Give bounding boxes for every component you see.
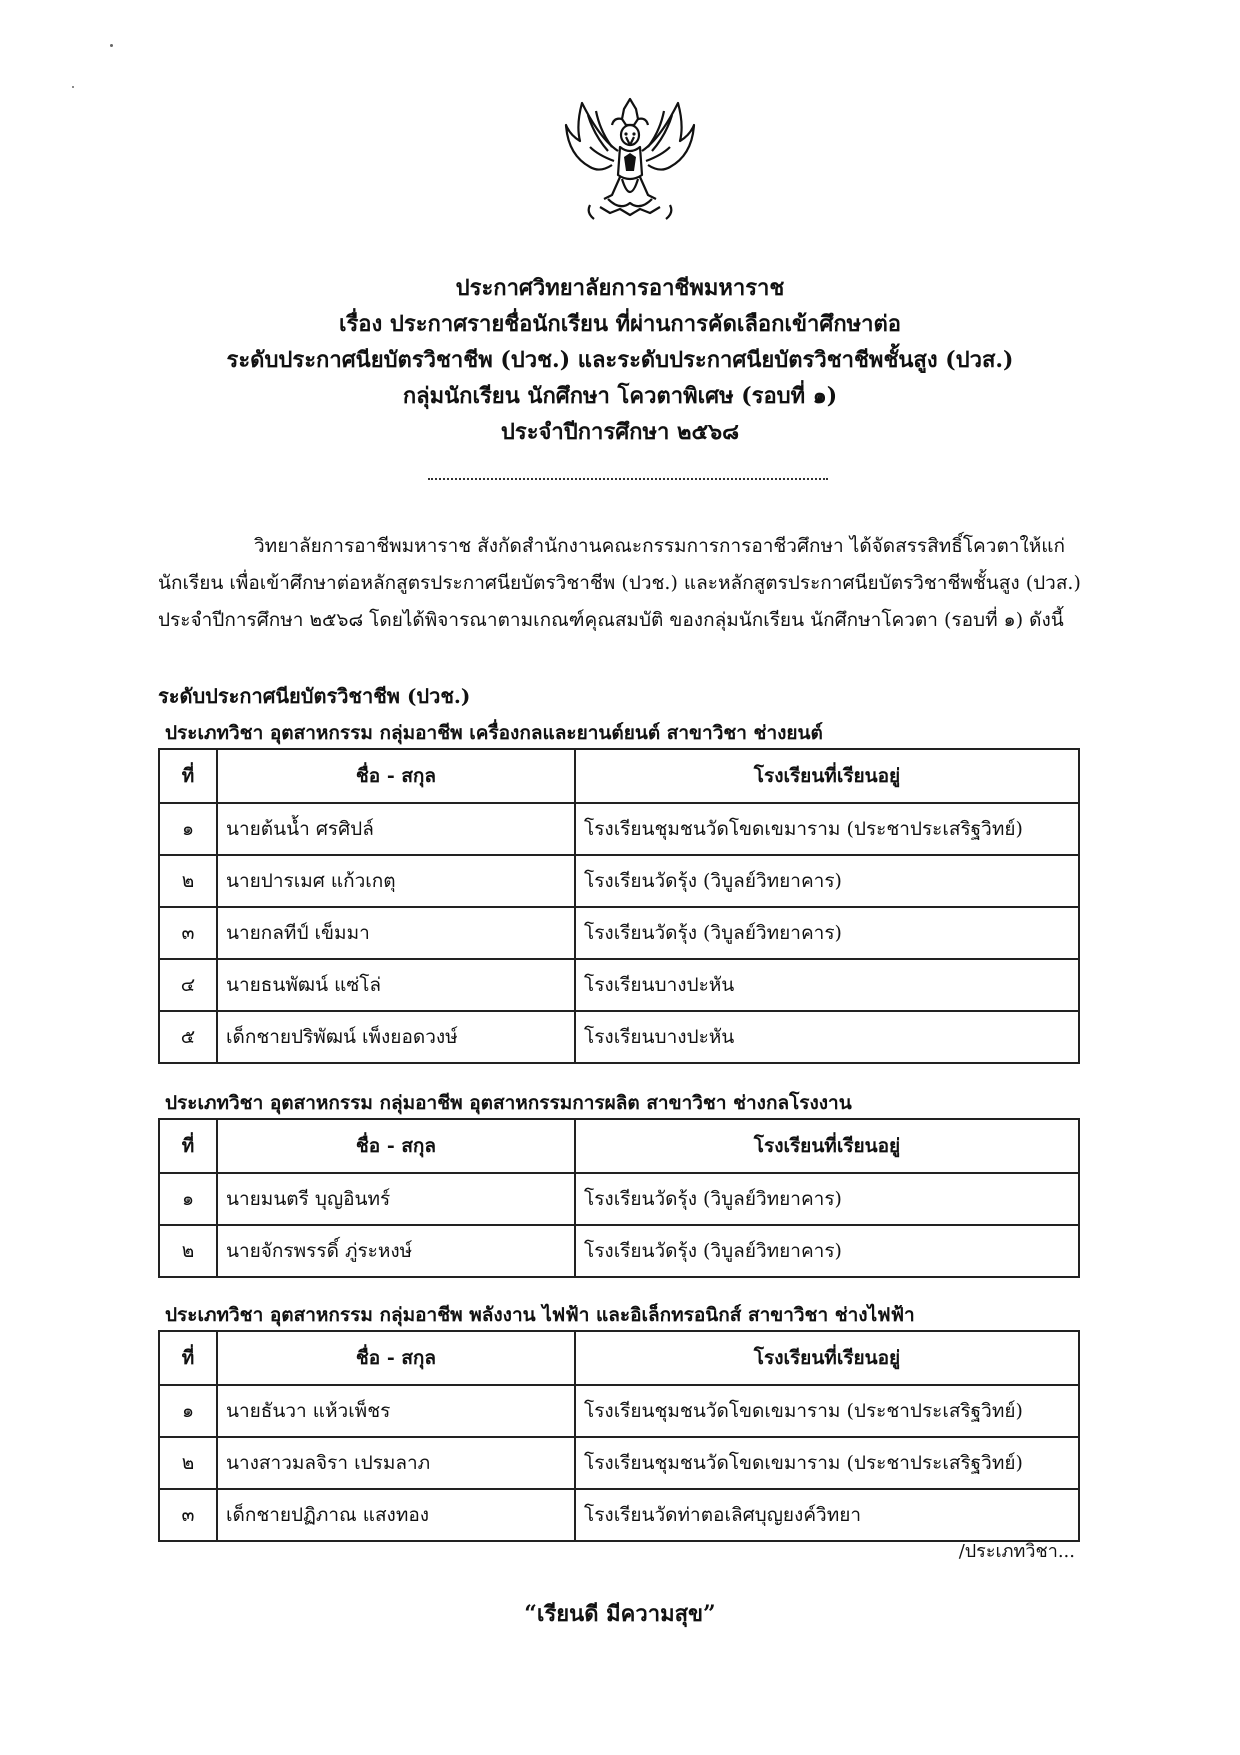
- table-row: [159, 1173, 1079, 1225]
- announcement-header: [0, 270, 1240, 450]
- col-header-no: ที่: [159, 1119, 217, 1173]
- school-name: โรงเรียนบางปะหัน: [575, 1011, 1079, 1063]
- row-no: ๕: [159, 1011, 217, 1063]
- row-no: ๔: [159, 959, 217, 1011]
- table-row: [159, 959, 1079, 1011]
- school-name: โรงเรียนวัดท่าตอเลิศบุญยงค์วิทยา: [575, 1489, 1079, 1541]
- table-row: [159, 1225, 1079, 1277]
- motto: “เรียนดี มีความสุข”: [524, 1601, 716, 1627]
- student-name: นายธันวา แห้วเพ็ชร: [217, 1385, 575, 1437]
- col-header-no: ที่: [159, 1331, 217, 1385]
- student-name: นายปารเมศ แก้วเกตุ: [217, 855, 575, 907]
- col-header-name: ชื่อ - สกุล: [217, 749, 575, 803]
- header-line-year: ประจำปีการศึกษา ๒๕๖๘: [500, 419, 740, 445]
- dotted-divider: [428, 478, 828, 480]
- student-name: นายธนพัฒน์ แซ่โล่: [217, 959, 575, 1011]
- garuda-emblem-icon: [560, 95, 700, 225]
- col-header-name: ชื่อ - สกุล: [217, 1119, 575, 1173]
- student-name: นายจักรพรรดิ์ ภู่ระหงษ์: [217, 1225, 575, 1277]
- table-row: [159, 1437, 1079, 1489]
- students-table-electrical: [158, 1330, 1080, 1542]
- student-name: นางสาวมลจิรา เปรมลาภ: [217, 1437, 575, 1489]
- col-header-name: ชื่อ - สกุล: [217, 1331, 575, 1385]
- row-no: ๑: [159, 803, 217, 855]
- col-header-school: โรงเรียนที่เรียนอยู่: [575, 749, 1079, 803]
- school-name: โรงเรียนวัดรุ้ง (วิบูลย์วิทยาคาร): [575, 907, 1079, 959]
- col-header-no: ที่: [159, 749, 217, 803]
- col-header-school: โรงเรียนที่เรียนอยู่: [575, 1331, 1079, 1385]
- intro-text: วิทยาลัยการอาชีพมหาราช สังกัดสำนักงานคณะกรรมการการอาชีวศึกษา ได้จัดสรรสิทธิ์โควตาให้แก่นักเรียน เพื่อเข้าศึกษาต่อหลักสูตรประกาศนียบัตรวิชาชีพ (ปวช.) และหลักสูตรประกาศนียบัตรวิชาชีพชั้นสูง (ปวส.) ประจำปีการศึกษา ๒๕๖๘ โดยได้พิจารณาตามเกณฑ์คุณสมบัติ ของกลุ่มนักเรียน นักศึกษาโควตา (รอบที่ ๑) ดังนี้: [158, 535, 1081, 631]
- row-no: ๒: [159, 1437, 217, 1489]
- header-line-levels: ระดับประกาศนียบัตรวิชาชีพ (ปวช.) และระดับประกาศนียบัตรวิชาชีพชั้นสูง (ปวส.): [226, 347, 1014, 373]
- table-header-row: [159, 1119, 1079, 1173]
- row-no: ๑: [159, 1173, 217, 1225]
- category-title-machine-shop: ประเภทวิชา อุตสาหกรรม กลุ่มอาชีพ อุตสาหกรรมการผลิต สาขาวิชา ช่างกลโรงงาน: [165, 1092, 852, 1114]
- table-row: [159, 803, 1079, 855]
- table-row: [159, 1385, 1079, 1437]
- category-title-auto-mechanics: ประเภทวิชา อุตสาหกรรม กลุ่มอาชีพ เครื่องกลและยานต์ยนต์ สาขาวิชา ช่างยนต์: [165, 722, 823, 744]
- level-title: ระดับประกาศนียบัตรวิชาชีพ (ปวช.): [158, 684, 471, 708]
- student-name: นายต้นน้ำ ศรศิปล์: [217, 803, 575, 855]
- student-name: เด็กชายปฏิภาณ แสงทอง: [217, 1489, 575, 1541]
- students-table-auto-mechanics: [158, 748, 1080, 1064]
- school-name: โรงเรียนชุมชนวัดโขดเขมาราม (ประชาประเสริฐวิทย์): [575, 1385, 1079, 1437]
- student-name: นายกลทีป์ เข็มมา: [217, 907, 575, 959]
- row-no: ๓: [159, 1489, 217, 1541]
- continuation-note: /ประเภทวิชา...: [958, 1541, 1075, 1562]
- school-name: โรงเรียนวัดรุ้ง (วิบูลย์วิทยาคาร): [575, 1225, 1079, 1277]
- table-row: [159, 1489, 1079, 1541]
- students-table-machine-shop: [158, 1118, 1080, 1278]
- school-name: โรงเรียนชุมชนวัดโขดเขมาราม (ประชาประเสริฐวิทย์): [575, 1437, 1079, 1489]
- school-name: โรงเรียนวัดรุ้ง (วิบูลย์วิทยาคาร): [575, 855, 1079, 907]
- school-name: โรงเรียนวัดรุ้ง (วิบูลย์วิทยาคาร): [575, 1173, 1079, 1225]
- table-header-row: [159, 749, 1079, 803]
- table-row: [159, 907, 1079, 959]
- student-name: นายมนตรี บุญอินทร์: [217, 1173, 575, 1225]
- school-name: โรงเรียนชุมชนวัดโขดเขมาราม (ประชาประเสริฐวิทย์): [575, 803, 1079, 855]
- table-row: [159, 1011, 1079, 1063]
- col-header-school: โรงเรียนที่เรียนอยู่: [575, 1119, 1079, 1173]
- scan-speck: [110, 44, 113, 47]
- scan-speck: [72, 86, 74, 88]
- row-no: ๒: [159, 855, 217, 907]
- row-no: ๑: [159, 1385, 217, 1437]
- header-line-group: กลุ่มนักเรียน นักศึกษา โควตาพิเศษ (รอบที่ ๑): [402, 383, 838, 409]
- school-name: โรงเรียนบางปะหัน: [575, 959, 1079, 1011]
- table-header-row: [159, 1331, 1079, 1385]
- header-line-subject: เรื่อง ประกาศรายชื่อนักเรียน ที่ผ่านการคัดเลือกเข้าศึกษาต่อ: [338, 311, 902, 337]
- header-line-institution: ประกาศวิทยาลัยการอาชีพมหาราช: [455, 275, 785, 301]
- student-name: เด็กชายปริพัฒน์ เพ็งยอดวงษ์: [217, 1011, 575, 1063]
- row-no: ๒: [159, 1225, 217, 1277]
- row-no: ๓: [159, 907, 217, 959]
- intro-paragraph: [158, 528, 1082, 639]
- table-row: [159, 855, 1079, 907]
- category-title-electrical: ประเภทวิชา อุตสาหกรรม กลุ่มอาชีพ พลังงาน ไฟฟ้า และอิเล็กทรอนิกส์ สาขาวิชา ช่างไฟฟ้า: [165, 1304, 915, 1326]
